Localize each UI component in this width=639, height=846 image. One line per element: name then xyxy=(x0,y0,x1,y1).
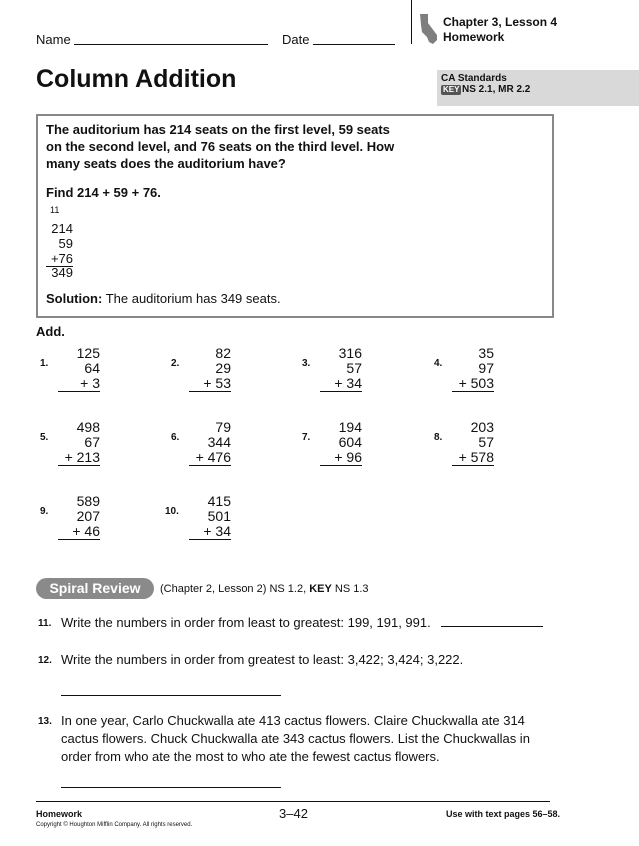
answer-space[interactable] xyxy=(452,392,494,406)
q12-number: 12. xyxy=(38,655,52,666)
addend-bottom: + 53 xyxy=(189,376,231,392)
q12-answer-line[interactable] xyxy=(61,695,281,696)
spiral-ref-end: NS 1.3 xyxy=(331,583,369,595)
key-badge: KEY xyxy=(443,85,460,94)
example-sum: 349 xyxy=(51,265,73,280)
answer-space[interactable] xyxy=(58,466,100,480)
example-problem-line3: many seats does the auditorium have? xyxy=(46,156,286,171)
footer-right: Use with text pages 56–58. xyxy=(446,809,561,819)
solution-label: Solution: xyxy=(46,291,103,306)
header-divider xyxy=(411,0,412,44)
answer-space[interactable] xyxy=(320,466,362,480)
standards-heading: CA Standards xyxy=(441,73,507,84)
example-problem-line2: on the second level, and 76 seats on the third level. How xyxy=(46,139,395,154)
problem-9 xyxy=(36,494,106,554)
example-problem-line1: The auditorium has 214 seats on the first level, 59 seats xyxy=(46,122,390,137)
q13-line3: order from who ate the most to who ate the fewest cactus flowers. xyxy=(61,749,440,764)
addend-middle: 604 xyxy=(338,434,362,450)
addend-top: 203 xyxy=(470,419,494,435)
addend-middle: 29 xyxy=(215,360,231,376)
q13-answer-line[interactable] xyxy=(61,787,281,788)
addend-bottom: + 476 xyxy=(189,450,231,466)
page-title: Column Addition xyxy=(36,65,237,93)
example-row3: +76 xyxy=(46,251,73,267)
standards-codes: NS 2.1, MR 2.2 xyxy=(462,84,531,95)
answer-space[interactable] xyxy=(58,392,100,406)
addend-middle: 97 xyxy=(478,360,494,376)
footer-rule xyxy=(36,801,550,802)
addend-top: 82 xyxy=(215,345,231,361)
addend-bottom: + 213 xyxy=(58,450,100,466)
addend-bottom: + 96 xyxy=(320,450,362,466)
doc-type-label: Homework xyxy=(443,30,505,44)
spiral-ref-text: (Chapter 2, Lesson 2) NS 1.2, xyxy=(160,583,310,595)
footer-copyright: Copyright © Houghton Mifflin Company. All rights reserved. xyxy=(36,822,193,828)
problem-number: 9. xyxy=(40,506,49,517)
addend-bottom: + 34 xyxy=(320,376,362,392)
q11-answer-line[interactable] xyxy=(441,626,543,627)
q13-line1: In one year, Carlo Chuckwalla ate 413 cactus flowers. Claire Chuckwalla ate 314 xyxy=(61,713,525,728)
problem-number: 5. xyxy=(40,432,49,443)
answer-space[interactable] xyxy=(189,392,231,406)
addend-top: 498 xyxy=(76,419,100,435)
addend-middle: 64 xyxy=(84,360,100,376)
chapter-label: Chapter 3, Lesson 4 xyxy=(443,15,558,29)
add-label: Add. xyxy=(36,324,65,339)
problem-number: 7. xyxy=(302,432,311,443)
answer-space[interactable] xyxy=(189,540,231,554)
q11-number: 11. xyxy=(38,618,52,629)
addend-top: 415 xyxy=(207,493,231,509)
addend-top: 125 xyxy=(76,345,100,361)
addend-top: 79 xyxy=(215,419,231,435)
date-field[interactable] xyxy=(313,44,395,45)
problem-3 xyxy=(298,346,368,406)
example-carry: 11 xyxy=(50,205,60,215)
answer-space[interactable] xyxy=(452,466,494,480)
solution-text: The auditorium has 349 seats. xyxy=(102,291,281,306)
date-label: Date xyxy=(282,32,310,47)
addend-middle: 57 xyxy=(478,434,494,450)
addend-bottom: + 46 xyxy=(58,524,100,540)
addend-bottom: + 503 xyxy=(452,376,494,392)
addend-bottom: + 578 xyxy=(452,450,494,466)
addend-top: 194 xyxy=(338,419,362,435)
example-solution xyxy=(46,291,281,306)
example-row1: 214 xyxy=(51,221,73,236)
q12-text: Write the numbers in order from greatest to least: 3,422; 3,424; 3,222. xyxy=(61,652,464,667)
addend-middle: 67 xyxy=(84,434,100,450)
footer-left: Homework xyxy=(36,809,83,819)
problem-number: 4. xyxy=(434,358,443,369)
problem-5 xyxy=(36,420,106,480)
addend-middle: 57 xyxy=(346,360,362,376)
name-field[interactable] xyxy=(74,44,268,45)
answer-space[interactable] xyxy=(189,466,231,480)
q13-line2: cactus flowers. Chuck Chuckwalla ate 343 cactus flowers. List the Chuckwallas in xyxy=(61,731,530,746)
addend-middle: 207 xyxy=(76,508,100,524)
spiral-ref-key: KEY xyxy=(309,583,332,595)
addend-top: 35 xyxy=(478,345,494,361)
example-find: Find 214 + 59 + 76. xyxy=(46,185,161,200)
addend-bottom: + 3 xyxy=(58,376,100,392)
problem-number: 6. xyxy=(171,432,180,443)
problem-number: 3. xyxy=(302,358,311,369)
spiral-review-ref xyxy=(160,583,369,595)
addend-bottom: + 34 xyxy=(189,524,231,540)
q13-number: 13. xyxy=(38,716,52,727)
problem-10 xyxy=(167,494,237,554)
problem-number: 2. xyxy=(171,358,180,369)
name-label: Name xyxy=(36,32,71,47)
problem-number: 8. xyxy=(434,432,443,443)
example-row2: 59 xyxy=(58,236,73,251)
q11-text: Write the numbers in order from least to greatest: 199, 191, 991. xyxy=(61,615,431,630)
page-number: 3–42 xyxy=(279,806,308,821)
problem-number: 10. xyxy=(165,506,179,517)
answer-space[interactable] xyxy=(58,540,100,554)
problem-2 xyxy=(167,346,237,406)
addend-top: 316 xyxy=(338,345,362,361)
addend-top: 589 xyxy=(76,493,100,509)
problem-number: 1. xyxy=(40,358,49,369)
problem-4 xyxy=(430,346,500,406)
addend-middle: 501 xyxy=(207,508,231,524)
problem-8 xyxy=(430,420,500,480)
problem-6 xyxy=(167,420,237,480)
problem-7 xyxy=(298,420,368,480)
problem-1 xyxy=(36,346,106,406)
spiral-review-badge: Spiral Review xyxy=(36,578,154,599)
addend-middle: 344 xyxy=(207,434,231,450)
answer-space[interactable] xyxy=(320,392,362,406)
california-icon xyxy=(418,13,440,45)
